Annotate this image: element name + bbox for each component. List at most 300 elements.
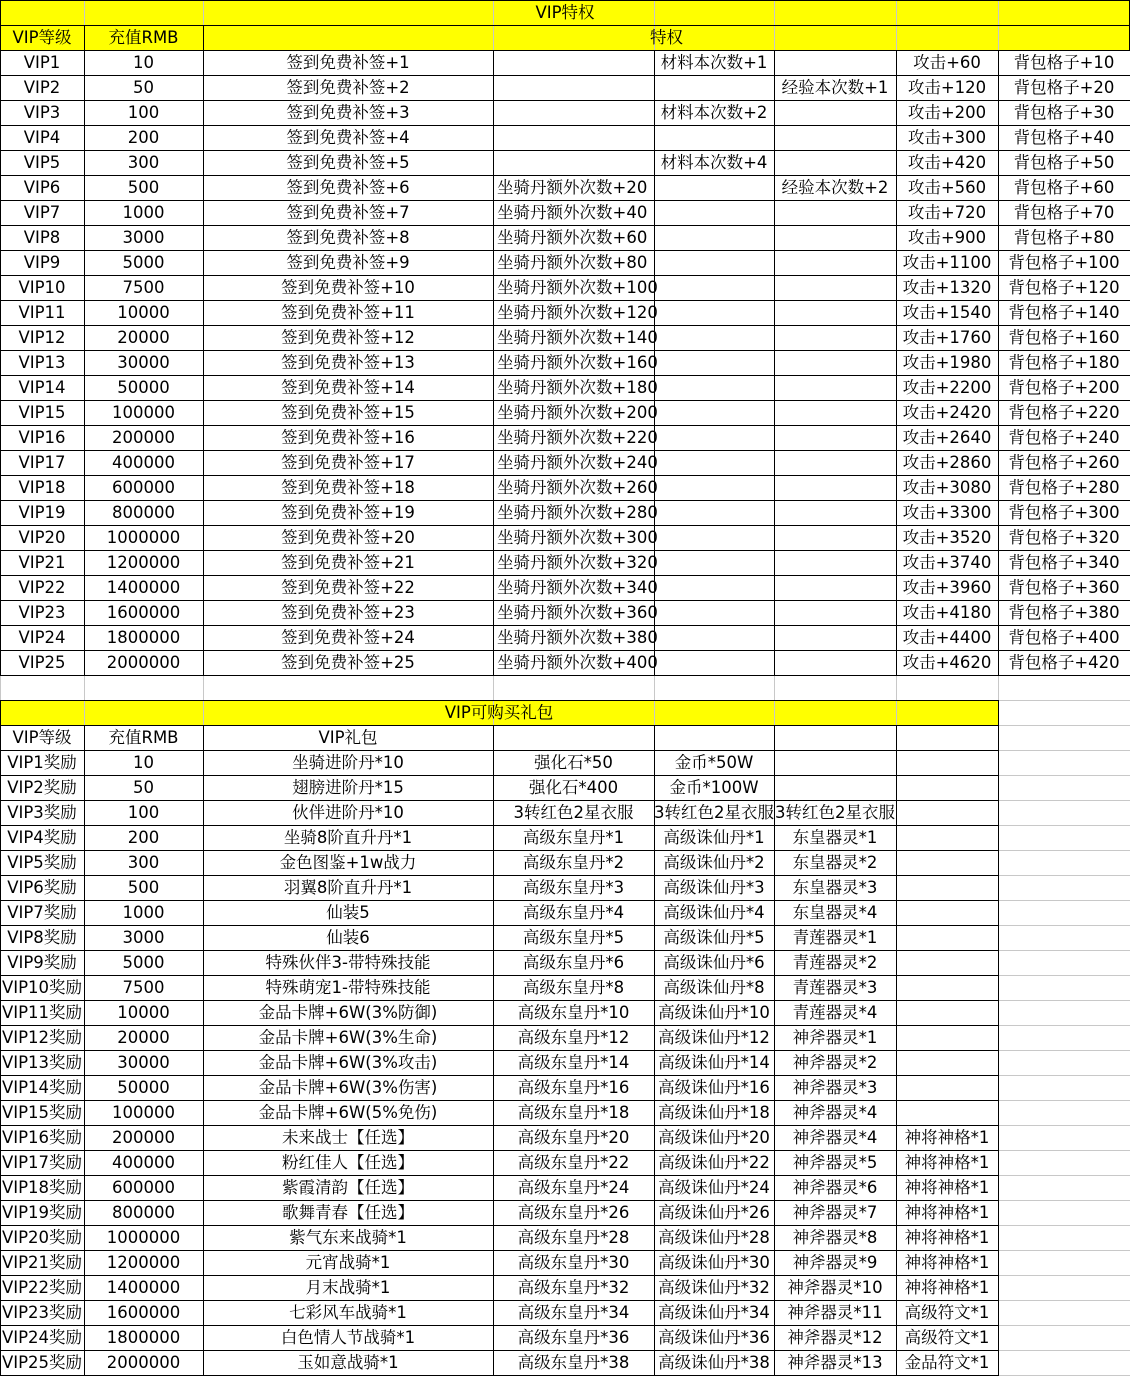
privilege-cell-vip-level[interactable]: VIP11 <box>18 303 66 322</box>
gift-cell-gift-item-1[interactable]: 高级东皇丹*34 <box>517 1303 630 1322</box>
privilege-cell-attack-bonus[interactable]: 攻击+1540 <box>902 303 992 322</box>
privilege-cell-material-runs[interactable]: 材料本次数+2 <box>660 103 768 122</box>
gift-cell-gift-main[interactable]: 七彩风车战骑*1 <box>289 1303 407 1322</box>
privilege-cell-exp-runs[interactable] <box>774 375 896 400</box>
gift-cell-gift-item-2[interactable]: 高级诛仙丹*14 <box>658 1053 770 1072</box>
privilege-cell-material-runs[interactable] <box>654 125 774 150</box>
gift-cell-gift-item-3[interactable]: 神斧器灵*4 <box>792 1128 878 1147</box>
gift-cell-gift-item-1[interactable]: 高级东皇丹*10 <box>517 1003 630 1022</box>
privilege-cell-material-runs[interactable] <box>654 600 774 625</box>
gift-cell-gift-item-4[interactable]: 神将神格*1 <box>904 1278 990 1297</box>
privilege-cell-recharge-rmb[interactable]: 10 <box>133 53 154 72</box>
privilege-cell-attack-bonus[interactable]: 攻击+420 <box>907 153 987 172</box>
gift-cell-recharge-rmb[interactable]: 1200000 <box>106 1253 181 1272</box>
privilege-cell-exp-runs[interactable] <box>774 650 896 675</box>
gift-cell-gift-item-1[interactable]: 高级东皇丹*1 <box>522 828 625 847</box>
privilege-cell-exp-runs[interactable] <box>774 300 896 325</box>
gift-cell-gift-main[interactable]: 坐骑进阶丹*10 <box>292 753 404 772</box>
gift-cell-recharge-rmb[interactable]: 50000 <box>117 1078 170 1097</box>
gift-cell-gift-item-4[interactable] <box>896 750 998 775</box>
privilege-cell-exp-runs[interactable] <box>774 100 896 125</box>
gift-cell-gift-item-1[interactable]: 高级东皇丹*2 <box>522 853 625 872</box>
gift-cell-gift-item-3[interactable]: 青莲器灵*4 <box>792 1003 878 1022</box>
gift-cell-gift-item-1[interactable]: 高级东皇丹*24 <box>517 1178 630 1197</box>
gift-cell-reward-level[interactable]: VIP5奖励 <box>7 853 77 872</box>
gift-cell-gift-main[interactable]: 紫霞清韵【任选】 <box>282 1178 414 1197</box>
gift-cell-gift-item-1[interactable]: 3转红色2星衣服 <box>513 803 634 822</box>
gift-cell-gift-main[interactable]: 仙装6 <box>326 928 370 947</box>
gift-cell-gift-item-2[interactable]: 高级诛仙丹*5 <box>663 928 765 947</box>
gift-cell-gift-item-4[interactable] <box>896 825 998 850</box>
privilege-cell-bag-slots[interactable]: 背包格子+70 <box>1013 203 1115 222</box>
gift-cell-gift-item-3[interactable]: 东皇器灵*3 <box>792 878 878 897</box>
gift-cell-gift-item-1[interactable]: 高级东皇丹*6 <box>522 953 625 972</box>
gift-cell-gift-item-1[interactable]: 高级东皇丹*38 <box>517 1353 630 1372</box>
gift-cell-recharge-rmb[interactable]: 200 <box>127 828 160 847</box>
gift-cell-gift-item-2[interactable]: 高级诛仙丹*30 <box>658 1253 770 1272</box>
privilege-cell-recharge-rmb[interactable]: 500 <box>127 178 160 197</box>
gift-cell-gift-main[interactable]: 金品卡牌+6W(3%生命) <box>258 1028 438 1047</box>
privilege-cell-material-runs[interactable] <box>654 475 774 500</box>
gift-cell-gift-main[interactable]: 伙伴进阶丹*10 <box>292 803 404 822</box>
privilege-cell-attack-bonus[interactable]: 攻击+3300 <box>902 503 992 522</box>
privilege-cell-recharge-rmb[interactable]: 200 <box>127 128 160 147</box>
gift-cell-recharge-rmb[interactable]: 10 <box>133 753 154 772</box>
gift-cell-gift-main[interactable]: 金色图鉴+1w战力 <box>279 853 417 872</box>
privilege-cell-attack-bonus[interactable]: 攻击+900 <box>907 228 987 247</box>
privilege-cell-checkin-resign[interactable]: 签到免费补签+16 <box>281 428 415 447</box>
privilege-cell-checkin-resign[interactable]: 签到免费补签+14 <box>281 378 415 397</box>
privilege-cell-recharge-rmb[interactable]: 1400000 <box>106 578 181 597</box>
privilege-cell-recharge-rmb[interactable]: 300 <box>127 153 160 172</box>
privilege-cell-vip-level[interactable]: VIP10 <box>18 278 66 297</box>
gift-cell-gift-item-2[interactable]: 金币*100W <box>669 778 759 797</box>
gift-cell-gift-main[interactable]: 特殊萌宠1-带特殊技能 <box>265 978 431 997</box>
privilege-cell-checkin-resign[interactable]: 签到免费补签+17 <box>281 453 415 472</box>
privilege-cell-bag-slots[interactable]: 背包格子+280 <box>1008 478 1120 497</box>
privilege-cell-mount-extra[interactable] <box>493 100 654 125</box>
gift-cell-gift-main[interactable]: 翅膀进阶丹*15 <box>292 778 404 797</box>
gift-cell-recharge-rmb[interactable]: 1600000 <box>106 1303 181 1322</box>
gift-cell-recharge-rmb[interactable]: 600000 <box>112 1178 175 1197</box>
gift-cell-gift-item-2[interactable]: 高级诛仙丹*16 <box>658 1078 770 1097</box>
privilege-cell-checkin-resign[interactable]: 签到免费补签+3 <box>286 103 410 122</box>
gift-cell-recharge-rmb[interactable]: 1000 <box>122 903 165 922</box>
gift-cell-gift-item-4[interactable]: 神将神格*1 <box>904 1128 990 1147</box>
gift-cell-gift-main[interactable]: 玉如意战骑*1 <box>297 1353 399 1372</box>
gift-header-recharge-rmb[interactable]: 充值RMB <box>108 728 179 747</box>
gift-cell-reward-level[interactable]: VIP13奖励 <box>1 1053 83 1072</box>
gift-cell-gift-item-3[interactable]: 神斧器灵*11 <box>787 1303 883 1322</box>
privilege-cell-exp-runs[interactable] <box>774 550 896 575</box>
gift-cell-gift-item-4[interactable] <box>896 1075 998 1100</box>
gift-cell-gift-item-4[interactable] <box>896 1100 998 1125</box>
privilege-cell-attack-bonus[interactable]: 攻击+60 <box>913 53 981 72</box>
privilege-cell-checkin-resign[interactable]: 签到免费补签+5 <box>286 153 410 172</box>
privilege-cell-checkin-resign[interactable]: 签到免费补签+15 <box>281 403 415 422</box>
privilege-cell-material-runs[interactable] <box>654 250 774 275</box>
privilege-cell-recharge-rmb[interactable]: 600000 <box>112 478 175 497</box>
header-recharge-rmb[interactable]: 充值RMB <box>108 28 179 47</box>
privilege-cell-attack-bonus[interactable]: 攻击+300 <box>907 128 987 147</box>
gift-cell-gift-item-1[interactable]: 高级东皇丹*20 <box>517 1128 630 1147</box>
gift-cell-recharge-rmb[interactable]: 500 <box>127 878 160 897</box>
privilege-cell-mount-extra[interactable]: 坐骑丹额外次数+360 <box>497 603 658 622</box>
privilege-cell-bag-slots[interactable]: 背包格子+240 <box>1008 428 1120 447</box>
privilege-cell-recharge-rmb[interactable]: 800000 <box>112 503 175 522</box>
gift-cell-recharge-rmb[interactable]: 7500 <box>122 978 165 997</box>
gift-cell-gift-item-3[interactable]: 神斧器灵*3 <box>792 1078 878 1097</box>
privilege-cell-attack-bonus[interactable]: 攻击+4620 <box>902 653 992 672</box>
privilege-cell-checkin-resign[interactable]: 签到免费补签+1 <box>286 53 410 72</box>
privilege-cell-bag-slots[interactable]: 背包格子+100 <box>1008 253 1120 272</box>
privilege-cell-attack-bonus[interactable]: 攻击+2860 <box>902 453 992 472</box>
privilege-cell-exp-runs[interactable] <box>774 625 896 650</box>
privilege-cell-recharge-rmb[interactable]: 10000 <box>117 303 170 322</box>
privilege-cell-material-runs[interactable] <box>654 350 774 375</box>
privilege-cell-material-runs[interactable] <box>654 400 774 425</box>
privilege-cell-vip-level[interactable]: VIP9 <box>23 253 61 272</box>
gift-cell-gift-item-2[interactable]: 高级诛仙丹*26 <box>658 1203 770 1222</box>
privilege-cell-checkin-resign[interactable]: 签到免费补签+13 <box>281 353 415 372</box>
privilege-cell-material-runs[interactable] <box>654 550 774 575</box>
privilege-cell-mount-extra[interactable]: 坐骑丹额外次数+280 <box>497 503 658 522</box>
privilege-cell-vip-level[interactable]: VIP23 <box>18 603 66 622</box>
gift-cell-gift-item-2[interactable]: 3转红色2星衣服 <box>654 803 774 822</box>
gift-cell-gift-item-4[interactable] <box>896 1025 998 1050</box>
gift-cell-recharge-rmb[interactable]: 50 <box>133 778 154 797</box>
privilege-cell-bag-slots[interactable]: 背包格子+160 <box>1008 328 1120 347</box>
privilege-cell-checkin-resign[interactable]: 签到免费补签+11 <box>281 303 415 322</box>
gift-cell-recharge-rmb[interactable]: 100 <box>127 803 160 822</box>
gift-cell-reward-level[interactable]: VIP17奖励 <box>1 1153 83 1172</box>
gift-cell-gift-item-4[interactable] <box>896 775 998 800</box>
privilege-cell-material-runs[interactable] <box>654 325 774 350</box>
privilege-cell-bag-slots[interactable]: 背包格子+340 <box>1008 553 1120 572</box>
privilege-cell-checkin-resign[interactable]: 签到免费补签+2 <box>286 78 410 97</box>
privilege-cell-exp-runs[interactable] <box>774 275 896 300</box>
privilege-cell-vip-level[interactable]: VIP15 <box>18 403 66 422</box>
gift-cell-reward-level[interactable]: VIP4奖励 <box>7 828 77 847</box>
privilege-cell-mount-extra[interactable] <box>493 50 654 75</box>
privilege-cell-exp-runs[interactable] <box>774 250 896 275</box>
vip-privileges-title[interactable]: VIP特权 <box>535 3 595 22</box>
gift-header-vip-pack[interactable]: VIP礼包 <box>318 728 378 747</box>
privilege-cell-material-runs[interactable] <box>654 425 774 450</box>
privilege-cell-exp-runs[interactable]: 经验本次数+2 <box>781 178 889 197</box>
gift-cell-reward-level[interactable]: VIP16奖励 <box>1 1128 83 1147</box>
gift-cell-recharge-rmb[interactable]: 800000 <box>112 1203 175 1222</box>
privilege-cell-recharge-rmb[interactable]: 30000 <box>117 353 170 372</box>
privilege-cell-vip-level[interactable]: VIP22 <box>18 578 66 597</box>
gift-cell-gift-item-2[interactable]: 高级诛仙丹*1 <box>663 828 765 847</box>
gift-cell-gift-item-1[interactable]: 高级东皇丹*16 <box>517 1078 630 1097</box>
privilege-cell-material-runs[interactable] <box>654 200 774 225</box>
privilege-cell-bag-slots[interactable]: 背包格子+50 <box>1013 153 1115 172</box>
privilege-cell-recharge-rmb[interactable]: 7500 <box>122 278 165 297</box>
gift-cell-gift-item-2[interactable]: 高级诛仙丹*38 <box>658 1353 770 1372</box>
privilege-cell-checkin-resign[interactable]: 签到免费补签+20 <box>281 528 415 547</box>
privilege-cell-attack-bonus[interactable]: 攻击+1320 <box>902 278 992 297</box>
gift-cell-gift-main[interactable]: 羽翼8阶直升丹*1 <box>283 878 413 897</box>
privilege-cell-exp-runs[interactable] <box>774 400 896 425</box>
privilege-cell-recharge-rmb[interactable]: 200000 <box>112 428 175 447</box>
gift-cell-gift-item-4[interactable] <box>896 925 998 950</box>
privilege-cell-recharge-rmb[interactable]: 1200000 <box>106 553 181 572</box>
privilege-cell-mount-extra[interactable]: 坐骑丹额外次数+20 <box>497 178 648 197</box>
gift-cell-gift-item-4[interactable]: 神将神格*1 <box>904 1153 990 1172</box>
privilege-cell-mount-extra[interactable]: 坐骑丹额外次数+80 <box>497 253 648 272</box>
gift-cell-recharge-rmb[interactable]: 400000 <box>112 1153 175 1172</box>
privilege-cell-checkin-resign[interactable]: 签到免费补签+7 <box>286 203 410 222</box>
gift-cell-gift-item-3[interactable]: 神斧器灵*2 <box>792 1053 878 1072</box>
gift-cell-recharge-rmb[interactable]: 3000 <box>122 928 165 947</box>
gift-cell-reward-level[interactable]: VIP6奖励 <box>7 878 77 897</box>
privilege-cell-material-runs[interactable] <box>654 300 774 325</box>
privilege-cell-recharge-rmb[interactable]: 1600000 <box>106 603 181 622</box>
privilege-cell-checkin-resign[interactable]: 签到免费补签+23 <box>281 603 415 622</box>
gift-cell-gift-item-2[interactable]: 高级诛仙丹*36 <box>658 1328 770 1347</box>
gift-cell-recharge-rmb[interactable]: 30000 <box>117 1053 170 1072</box>
gift-cell-gift-main[interactable]: 金品卡牌+6W(3%防御) <box>258 1003 438 1022</box>
privilege-cell-exp-runs[interactable] <box>774 200 896 225</box>
privilege-cell-mount-extra[interactable]: 坐骑丹额外次数+40 <box>497 203 648 222</box>
gift-cell-gift-item-2[interactable]: 高级诛仙丹*32 <box>658 1278 770 1297</box>
gift-cell-gift-item-2[interactable]: 高级诛仙丹*6 <box>663 953 765 972</box>
privilege-cell-attack-bonus[interactable]: 攻击+1760 <box>902 328 992 347</box>
gift-cell-gift-item-1[interactable]: 高级东皇丹*14 <box>517 1053 630 1072</box>
gift-cell-gift-item-2[interactable]: 高级诛仙丹*20 <box>658 1128 770 1147</box>
privilege-cell-attack-bonus[interactable]: 攻击+120 <box>907 78 987 97</box>
privilege-cell-attack-bonus[interactable]: 攻击+2200 <box>902 378 992 397</box>
gift-cell-gift-item-2[interactable]: 高级诛仙丹*2 <box>663 853 765 872</box>
gift-cell-gift-item-4[interactable]: 高级符文*1 <box>904 1328 990 1347</box>
privilege-cell-checkin-resign[interactable]: 签到免费补签+25 <box>281 653 415 672</box>
privilege-cell-mount-extra[interactable]: 坐骑丹额外次数+180 <box>497 378 658 397</box>
gift-cell-gift-item-1[interactable]: 高级东皇丹*28 <box>517 1228 630 1247</box>
privilege-cell-material-runs[interactable]: 材料本次数+4 <box>660 153 768 172</box>
gift-cell-gift-item-3[interactable]: 神斧器灵*8 <box>792 1228 878 1247</box>
privilege-cell-bag-slots[interactable]: 背包格子+360 <box>1008 578 1120 597</box>
privilege-cell-checkin-resign[interactable]: 签到免费补签+10 <box>281 278 415 297</box>
gift-cell-reward-level[interactable]: VIP12奖励 <box>1 1028 83 1047</box>
privilege-cell-mount-extra[interactable]: 坐骑丹额外次数+300 <box>497 528 658 547</box>
privilege-cell-attack-bonus[interactable]: 攻击+200 <box>907 103 987 122</box>
gift-cell-reward-level[interactable]: VIP8奖励 <box>7 928 77 947</box>
privilege-cell-recharge-rmb[interactable]: 1000000 <box>106 528 181 547</box>
privilege-cell-recharge-rmb[interactable]: 100 <box>127 103 160 122</box>
gift-cell-gift-item-3[interactable]: 青莲器灵*3 <box>792 978 878 997</box>
header-privileges[interactable]: 特权 <box>650 28 683 47</box>
gift-cell-gift-item-2[interactable]: 高级诛仙丹*8 <box>663 978 765 997</box>
gift-cell-gift-item-3[interactable] <box>774 750 896 775</box>
privilege-cell-bag-slots[interactable]: 背包格子+200 <box>1008 378 1120 397</box>
gift-cell-gift-item-4[interactable] <box>896 975 998 1000</box>
privilege-cell-bag-slots[interactable]: 背包格子+10 <box>1013 53 1115 72</box>
gift-cell-reward-level[interactable]: VIP25奖励 <box>1 1353 83 1372</box>
gift-cell-gift-main[interactable]: 仙装5 <box>326 903 370 922</box>
gift-cell-gift-item-1[interactable]: 高级东皇丹*36 <box>517 1328 630 1347</box>
privilege-cell-mount-extra[interactable]: 坐骑丹额外次数+160 <box>497 353 658 372</box>
privilege-cell-material-runs[interactable]: 材料本次数+1 <box>660 53 768 72</box>
gift-cell-gift-main[interactable]: 元宵战骑*1 <box>305 1253 391 1272</box>
privilege-cell-exp-runs[interactable] <box>774 475 896 500</box>
privilege-cell-attack-bonus[interactable]: 攻击+4400 <box>902 628 992 647</box>
privilege-cell-bag-slots[interactable]: 背包格子+40 <box>1013 128 1115 147</box>
privilege-cell-attack-bonus[interactable]: 攻击+3080 <box>902 478 992 497</box>
privilege-cell-mount-extra[interactable]: 坐骑丹额外次数+60 <box>497 228 648 247</box>
gift-cell-gift-item-1[interactable]: 强化石*400 <box>528 778 619 797</box>
privilege-cell-checkin-resign[interactable]: 签到免费补签+18 <box>281 478 415 497</box>
header-vip-level[interactable]: VIP等级 <box>12 28 72 47</box>
gift-cell-reward-level[interactable]: VIP22奖励 <box>1 1278 83 1297</box>
privilege-cell-bag-slots[interactable]: 背包格子+420 <box>1008 653 1120 672</box>
privilege-cell-recharge-rmb[interactable]: 2000000 <box>106 653 181 672</box>
gift-cell-recharge-rmb[interactable]: 1000000 <box>106 1228 181 1247</box>
privilege-cell-vip-level[interactable]: VIP1 <box>23 53 61 72</box>
gift-cell-recharge-rmb[interactable]: 200000 <box>112 1128 175 1147</box>
gift-cell-reward-level[interactable]: VIP11奖励 <box>1 1003 83 1022</box>
gift-cell-reward-level[interactable]: VIP2奖励 <box>7 778 77 797</box>
gift-cell-gift-item-3[interactable]: 神斧器灵*7 <box>792 1203 878 1222</box>
gift-cell-gift-item-1[interactable]: 高级东皇丹*32 <box>517 1278 630 1297</box>
gift-cell-gift-main[interactable]: 月末战骑*1 <box>305 1278 391 1297</box>
privilege-cell-material-runs[interactable] <box>654 225 774 250</box>
privilege-cell-mount-extra[interactable]: 坐骑丹额外次数+140 <box>497 328 658 347</box>
gift-cell-gift-item-2[interactable]: 高级诛仙丹*3 <box>663 878 765 897</box>
privilege-cell-recharge-rmb[interactable]: 1000 <box>122 203 165 222</box>
gift-cell-gift-item-3[interactable]: 神斧器灵*13 <box>787 1353 883 1372</box>
privilege-cell-checkin-resign[interactable]: 签到免费补签+12 <box>281 328 415 347</box>
gift-cell-gift-item-1[interactable]: 高级东皇丹*4 <box>522 903 625 922</box>
gift-cell-gift-item-4[interactable]: 金品符文*1 <box>904 1353 990 1372</box>
privilege-cell-material-runs[interactable] <box>654 175 774 200</box>
privilege-cell-bag-slots[interactable]: 背包格子+300 <box>1008 503 1120 522</box>
privilege-cell-recharge-rmb[interactable]: 400000 <box>112 453 175 472</box>
privilege-cell-recharge-rmb[interactable]: 3000 <box>122 228 165 247</box>
privilege-cell-vip-level[interactable]: VIP6 <box>23 178 61 197</box>
privilege-cell-checkin-resign[interactable]: 签到免费补签+22 <box>281 578 415 597</box>
privilege-cell-exp-runs[interactable] <box>774 50 896 75</box>
privilege-cell-material-runs[interactable] <box>654 625 774 650</box>
privilege-cell-vip-level[interactable]: VIP3 <box>23 103 61 122</box>
gift-cell-gift-main[interactable]: 坐骑8阶直升丹*1 <box>283 828 413 847</box>
gift-cell-reward-level[interactable]: VIP10奖励 <box>1 978 83 997</box>
gift-cell-gift-item-4[interactable]: 高级符文*1 <box>904 1303 990 1322</box>
privilege-cell-exp-runs[interactable] <box>774 600 896 625</box>
privilege-cell-bag-slots[interactable]: 背包格子+320 <box>1008 528 1120 547</box>
gift-cell-gift-item-4[interactable] <box>896 900 998 925</box>
privilege-cell-exp-runs[interactable] <box>774 225 896 250</box>
privilege-cell-checkin-resign[interactable]: 签到免费补签+21 <box>281 553 415 572</box>
privilege-cell-vip-level[interactable]: VIP8 <box>23 228 61 247</box>
gift-header-vip-level[interactable]: VIP等级 <box>12 728 72 747</box>
privilege-cell-vip-level[interactable]: VIP13 <box>18 353 66 372</box>
privilege-cell-checkin-resign[interactable]: 签到免费补签+8 <box>286 228 410 247</box>
gift-cell-gift-item-4[interactable]: 神将神格*1 <box>904 1228 990 1247</box>
gift-cell-gift-item-3[interactable]: 青莲器灵*1 <box>792 928 878 947</box>
privilege-cell-exp-runs[interactable] <box>774 425 896 450</box>
gift-cell-reward-level[interactable]: VIP1奖励 <box>7 753 77 772</box>
privilege-cell-bag-slots[interactable]: 背包格子+400 <box>1008 628 1120 647</box>
privilege-cell-mount-extra[interactable]: 坐骑丹额外次数+260 <box>497 478 658 497</box>
privilege-cell-attack-bonus[interactable]: 攻击+1980 <box>902 353 992 372</box>
gift-cell-gift-item-4[interactable] <box>896 800 998 825</box>
gift-cell-gift-item-1[interactable]: 高级东皇丹*12 <box>517 1028 630 1047</box>
gift-cell-gift-item-3[interactable]: 神斧器灵*5 <box>792 1153 878 1172</box>
gift-cell-gift-item-3[interactable] <box>774 775 896 800</box>
gift-cell-gift-item-4[interactable] <box>896 1000 998 1025</box>
gift-cell-gift-item-4[interactable] <box>896 1050 998 1075</box>
gift-cell-gift-item-2[interactable]: 高级诛仙丹*10 <box>658 1003 770 1022</box>
privilege-cell-mount-extra[interactable]: 坐骑丹额外次数+340 <box>497 578 658 597</box>
privilege-cell-material-runs[interactable] <box>654 500 774 525</box>
privilege-cell-recharge-rmb[interactable]: 5000 <box>122 253 165 272</box>
privilege-cell-attack-bonus[interactable]: 攻击+720 <box>907 203 987 222</box>
gift-cell-reward-level[interactable]: VIP3奖励 <box>7 803 77 822</box>
privilege-cell-mount-extra[interactable]: 坐骑丹额外次数+100 <box>497 278 658 297</box>
gift-cell-reward-level[interactable]: VIP15奖励 <box>1 1103 83 1122</box>
gift-cell-gift-item-3[interactable]: 神斧器灵*10 <box>787 1278 883 1297</box>
privilege-cell-checkin-resign[interactable]: 签到免费补签+4 <box>286 128 410 147</box>
privilege-cell-mount-extra[interactable] <box>493 75 654 100</box>
privilege-cell-vip-level[interactable]: VIP18 <box>18 478 66 497</box>
gift-cell-gift-item-1[interactable]: 高级东皇丹*26 <box>517 1203 630 1222</box>
privilege-cell-material-runs[interactable] <box>654 650 774 675</box>
gift-cell-gift-item-1[interactable]: 高级东皇丹*30 <box>517 1253 630 1272</box>
privilege-cell-recharge-rmb[interactable]: 100000 <box>112 403 175 422</box>
privilege-cell-material-runs[interactable] <box>654 375 774 400</box>
gift-cell-gift-item-4[interactable] <box>896 850 998 875</box>
gift-cell-gift-main[interactable]: 特殊伙伴3-带特殊技能 <box>265 953 431 972</box>
privilege-cell-attack-bonus[interactable]: 攻击+2640 <box>902 428 992 447</box>
privilege-cell-recharge-rmb[interactable]: 50 <box>133 78 154 97</box>
gift-cell-gift-item-3[interactable]: 神斧器灵*12 <box>787 1328 883 1347</box>
gift-cell-gift-item-3[interactable]: 神斧器灵*9 <box>792 1253 878 1272</box>
privilege-cell-bag-slots[interactable]: 背包格子+30 <box>1013 103 1115 122</box>
privilege-cell-bag-slots[interactable]: 背包格子+80 <box>1013 228 1115 247</box>
privilege-cell-exp-runs[interactable] <box>774 325 896 350</box>
gift-cell-gift-item-2[interactable]: 高级诛仙丹*18 <box>658 1103 770 1122</box>
privilege-cell-mount-extra[interactable] <box>493 150 654 175</box>
gift-cell-gift-item-3[interactable]: 东皇器灵*4 <box>792 903 878 922</box>
gift-cell-gift-main[interactable]: 粉红佳人【任选】 <box>282 1153 414 1172</box>
gift-cell-gift-item-2[interactable]: 高级诛仙丹*22 <box>658 1153 770 1172</box>
privilege-cell-attack-bonus[interactable]: 攻击+4180 <box>902 603 992 622</box>
gift-cell-gift-item-3[interactable]: 神斧器灵*4 <box>792 1103 878 1122</box>
privilege-cell-bag-slots[interactable]: 背包格子+60 <box>1013 178 1115 197</box>
gift-cell-recharge-rmb[interactable]: 1400000 <box>106 1278 181 1297</box>
privilege-cell-mount-extra[interactable]: 坐骑丹额外次数+220 <box>497 428 658 447</box>
gift-cell-reward-level[interactable]: VIP14奖励 <box>1 1078 83 1097</box>
gift-cell-recharge-rmb[interactable]: 100000 <box>112 1103 175 1122</box>
gift-cell-gift-main[interactable]: 紫气东来战骑*1 <box>289 1228 407 1247</box>
gift-cell-gift-item-1[interactable]: 高级东皇丹*18 <box>517 1103 630 1122</box>
privilege-cell-vip-level[interactable]: VIP4 <box>23 128 61 147</box>
gift-cell-gift-item-1[interactable]: 高级东皇丹*5 <box>522 928 625 947</box>
gift-cell-gift-item-4[interactable]: 神将神格*1 <box>904 1203 990 1222</box>
privilege-cell-checkin-resign[interactable]: 签到免费补签+24 <box>281 628 415 647</box>
gift-cell-gift-item-3[interactable]: 青莲器灵*2 <box>792 953 878 972</box>
privilege-cell-attack-bonus[interactable]: 攻击+2420 <box>902 403 992 422</box>
privilege-cell-attack-bonus[interactable]: 攻击+560 <box>907 178 987 197</box>
gift-cell-gift-item-2[interactable]: 高级诛仙丹*34 <box>658 1303 770 1322</box>
privilege-cell-mount-extra[interactable]: 坐骑丹额外次数+400 <box>497 653 658 672</box>
privilege-cell-vip-level[interactable]: VIP20 <box>18 528 66 547</box>
gift-cell-gift-main[interactable]: 未来战士【任选】 <box>282 1128 414 1147</box>
privilege-cell-vip-level[interactable]: VIP12 <box>18 328 66 347</box>
gift-cell-gift-item-2[interactable]: 高级诛仙丹*28 <box>658 1228 770 1247</box>
